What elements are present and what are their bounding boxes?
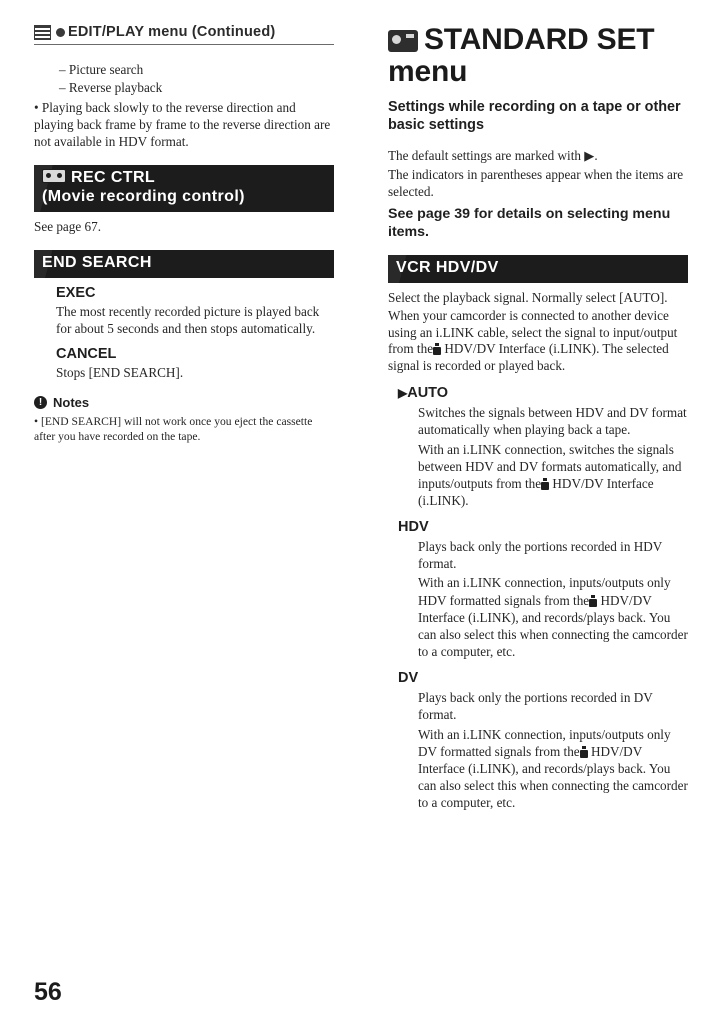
end-search-banner [34,250,334,278]
list-item: – Reverse playback [59,80,163,96]
dash-bullet-list [56,61,334,96]
option-title-dv [398,670,688,686]
option-body-hdv [418,538,688,660]
right-column [388,24,688,813]
option-body-auto [418,404,688,509]
option-title-cancel: CANCEL [56,345,117,362]
option-dv-paragraph: Plays back only the portions recorded in DV format. [418,690,653,723]
option-title-auto [398,385,688,401]
option-hdv-paragraph: Plays back only the portions recorded in HDV format. [418,539,663,572]
vcr-hdv-dv-banner-label: VCR HDV/DV [396,258,499,276]
option-hdv-split-a: With an i.LINK connection, inputs/outputs only HDV formatted signals from the [418,575,671,608]
bullet-paragraph: • Playing back slowly to the reverse direction and playing back frame by frame to the reverse direction are not available in HDV format. [34,100,331,150]
ilink-icon [433,343,441,355]
cassette-icon [42,169,66,183]
ilink-icon [580,746,588,758]
bullet-dot-icon [56,28,65,37]
lead-paragraph-1: Select the playback signal. Normally select [AUTO]. [388,289,668,305]
page-title [388,24,688,88]
option-auto-split-a: With an i.LINK connection, switches the signals between HDV and DV formats automatically, and inputs/outputs from the [418,441,682,491]
option-label-dv: DV [398,670,419,687]
left-column [34,24,334,453]
default-marker-icon: ▶ [398,386,408,401]
option-body-cancel: Stops [END SEARCH]. [56,364,184,380]
option-body-dv [418,689,688,811]
end-search-banner-label: END SEARCH [42,253,152,271]
header-divider [34,44,334,45]
option-auto-split-b: HDV/DV Interface (i.LINK). [418,475,654,508]
rec-ctrl-banner [34,165,334,212]
page-title-line2: menu [388,54,468,88]
ilink-icon [541,478,549,490]
option-body-exec: The most recently recorded picture is played back for about 5 seconds and then stops automatically. [56,303,320,336]
continued-header-label: EDIT/PLAY menu (Continued) [68,24,276,40]
list-item: – Picture search [59,62,144,77]
option-dv-split-b: HDV/DV Interface (i.LINK), and records/plays back. You can also select this when connecting the camcorder to a computer, etc. [418,743,688,811]
option-dv-split-a: With an i.LINK connection, inputs/outputs only DV formatted signals from the [418,726,671,759]
end-search-options [56,285,334,381]
page-subtitle: Settings while recording on a tape or other basic settings [388,98,681,133]
menu-bars-icon [34,25,51,40]
rec-ctrl-text: See page 67. [34,218,102,234]
option-title-exec: EXEC [56,284,96,301]
page-title-line1: STANDARD SET [424,23,655,56]
camcorder-icon [388,30,418,52]
rec-ctrl-banner-line2: (Movie recording control) [42,187,245,205]
intro-bold-note: See page 39 for details on selecting menu items. [388,205,671,240]
notes-label: Notes [53,394,90,410]
continued-section-header [34,24,334,40]
intro-line-1: The default settings are marked with ▶. [388,147,598,163]
rec-ctrl-banner-line1: REC CTRL [71,168,156,186]
vcr-hdv-dv-banner [388,255,688,283]
note-item: • [END SEARCH] will not work once you eject the cassette after you have recorded on the tape. [34,414,313,444]
intro-line-2: The indicators in parentheses appear when the items are selected. [388,166,684,199]
option-label-auto: AUTO [407,385,449,402]
option-hdv-split-b: HDV/DV Interface (i.LINK), and records/plays back. You can also select this when connecting the camcorder to a computer, etc. [418,592,688,660]
page-number: 56 [34,978,62,1006]
option-auto-paragraph: Switches the signals between HDV and DV format automatically when playing back a tape. [418,405,687,438]
option-title-hdv [398,519,688,535]
option-label-hdv: HDV [398,519,429,536]
notes-header [34,395,334,410]
exclamation-icon: ! [34,396,47,409]
lead-paragraph-2a: When your camcorder is connected to another device using an i.LINK cable, select the signal to input/output from the [388,307,678,357]
lead-paragraph-2b: HDV/DV Interface (i.LINK). The selected signal is recorded or played back. [388,341,669,374]
ilink-icon [589,595,597,607]
